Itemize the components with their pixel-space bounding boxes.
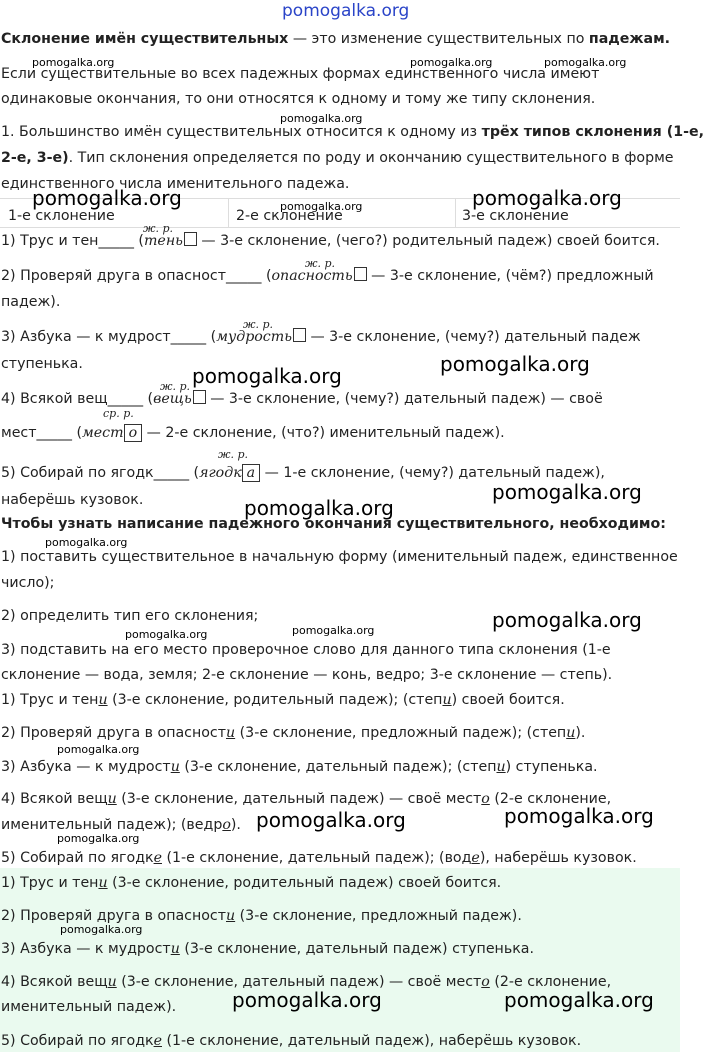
watermark: pomogalka.org	[125, 628, 208, 641]
method-step-3-cont: склонение — вода, земля; 2-е склонение — конь, ведро; 3-е склонение — степь).	[1, 667, 613, 683]
answer-sentence-4: 4) Всякой вещи (3-е склонение, дательный падеж) — своё место (2-е склонение,	[1, 791, 612, 807]
watermark: pomogalka.org	[544, 56, 627, 69]
table-header-1: 1-е склонение	[8, 208, 115, 224]
watermark: pomogalka.org	[57, 743, 140, 756]
answer-sentence-2: 2) Проверяй друга в опасности (3-е склонение, предложный падеж); (степи).	[1, 725, 586, 741]
method-step-3: 3) подставить на его место проверочное слово для данного типа склонения (1-е	[1, 642, 611, 658]
gender-note: ж. р.	[143, 222, 174, 235]
intro-line-1: Склонение имён существительных — это изменение существительных по падежам.	[1, 31, 671, 47]
answer-sentence-3: 3) Азбука — к мудрости (3-е склонение, дательный падеж); (степи) ступенька.	[1, 759, 598, 775]
answer-sentence-1: 1) Трус и тени (3-е склонение, родительный падеж); (степи) своей боится.	[1, 692, 565, 708]
watermark: pomogalka.org	[60, 923, 143, 936]
table-divider	[455, 199, 456, 227]
final-sentence-4-cont: именительный падеж).	[1, 999, 177, 1015]
watermark: pomogalka.org	[292, 624, 375, 637]
rule-line-2: 2-е, 3-е). Тип склонения определяется по роду и окончанию существительного в форме	[1, 150, 674, 166]
exercise-sentence-5: 5) Собирай по ягодк_____ (ягодк а — 1-е склонение, (чему?) дательный падеж),	[1, 465, 605, 481]
exercise-sentence-4: 4) Всякой вещ_____ (вещь — 3-е склонение, (чему?) дательный падеж) — своё	[1, 391, 603, 407]
watermark: pomogalka.org	[504, 804, 654, 828]
gender-note: ж. р.	[243, 318, 274, 331]
watermark: pomogalka.org	[32, 186, 182, 210]
final-sentence-3: 3) Азбука — к мудрости (3-е склонение, дательный падеж) ступенька.	[1, 941, 534, 957]
table-divider	[228, 199, 229, 227]
ending-box: о	[124, 424, 143, 442]
ending-box	[184, 232, 197, 246]
exercise-sentence-2-cont: падеж).	[1, 294, 61, 310]
watermark: pomogalka.org	[57, 832, 140, 845]
intro-line-3: одинаковые окончания, то они относятся к одному и тому же типу склонения.	[1, 91, 596, 107]
watermark: pomogalka.org	[280, 112, 363, 125]
final-sentence-5: 5) Собирай по ягодке (1-е склонение, дательный падеж), наберёшь кузовок.	[1, 1033, 582, 1049]
watermark-top: pomogalka.org	[282, 1, 410, 21]
intro-line-2: Если существительные во всех падежных формах единственного числа имеют	[1, 66, 600, 82]
ending-box	[354, 267, 367, 281]
watermark: pomogalka.org	[280, 200, 363, 213]
table-header-3: 3-е склонение	[462, 208, 569, 224]
watermark: pomogalka.org	[232, 988, 382, 1012]
ending-box	[293, 328, 306, 342]
exercise-sentence-5-cont: наберёшь кузовок.	[1, 492, 144, 508]
ending-box: а	[242, 464, 260, 482]
watermark: pomogalka.org	[472, 186, 622, 210]
final-sentence-2: 2) Проверяй друга в опасности (3-е склонение, предложный падеж).	[1, 908, 522, 924]
gender-note: ж. р.	[160, 380, 191, 393]
watermark: pomogalka.org	[492, 480, 642, 504]
watermark: pomogalka.org	[256, 808, 406, 832]
exercise-sentence-1: 1) Трус и тен_____ (тень — 3-е склонение, (чего?) родительный падеж) своей боится.	[1, 233, 660, 249]
method-title: Чтобы узнать написание падежного окончания существительного, необходимо:	[1, 516, 666, 532]
ending-box	[193, 390, 206, 404]
answer-highlight	[0, 868, 680, 1052]
method-step-1: 1) поставить существительное в начальную форму (именительный падеж, единственное	[1, 549, 678, 565]
answer-sentence-4-cont: именительный падеж); (ведро).	[1, 817, 241, 833]
method-step-1-cont: число);	[1, 575, 55, 591]
gender-note: ср. р.	[103, 407, 134, 420]
final-sentence-4: 4) Всякой вещи (3-е склонение, дательный падеж) — своё место (2-е склонение,	[1, 974, 612, 990]
exercise-sentence-3: 3) Азбука — к мудрост_____ (мудрость — 3-е склонение, (чему?) дательный падеж	[1, 329, 641, 345]
watermark: pomogalka.org	[440, 352, 590, 376]
watermark: pomogalka.org	[192, 364, 342, 388]
gender-note: ж. р.	[218, 448, 249, 461]
exercise-sentence-4-cont: мест_____ (мест о — 2-е склонение, (что?) именительный падеж).	[1, 425, 505, 441]
final-sentence-1: 1) Трус и тени (3-е склонение, родительный падеж) своей боится.	[1, 875, 502, 891]
gender-note: ж. р.	[305, 257, 336, 270]
rule-line-1: 1. Большинство имён существительных относится к одному из трёх типов склонения (1-е,	[1, 124, 704, 140]
exercise-sentence-3-cont: ступенька.	[1, 356, 83, 372]
answer-sentence-5: 5) Собирай по ягодке (1-е склонение, дательный падеж); (воде), наберёшь кузовок.	[1, 850, 637, 866]
table-header-2: 2-е склонение	[236, 208, 343, 224]
exercise-sentence-2: 2) Проверяй друга в опасност_____ (опасность — 3-е склонение, (чём?) предложный	[1, 268, 654, 284]
method-step-2: 2) определить тип его склонения;	[1, 608, 259, 624]
watermark: pomogalka.org	[410, 56, 493, 69]
watermark: pomogalka.org	[45, 536, 128, 549]
watermark: pomogalka.org	[32, 56, 115, 69]
rule-line-3: единственного числа именительного падежа.	[1, 176, 350, 192]
watermark: pomogalka.org	[504, 988, 654, 1012]
watermark: pomogalka.org	[492, 608, 642, 632]
watermark: pomogalka.org	[244, 496, 394, 520]
